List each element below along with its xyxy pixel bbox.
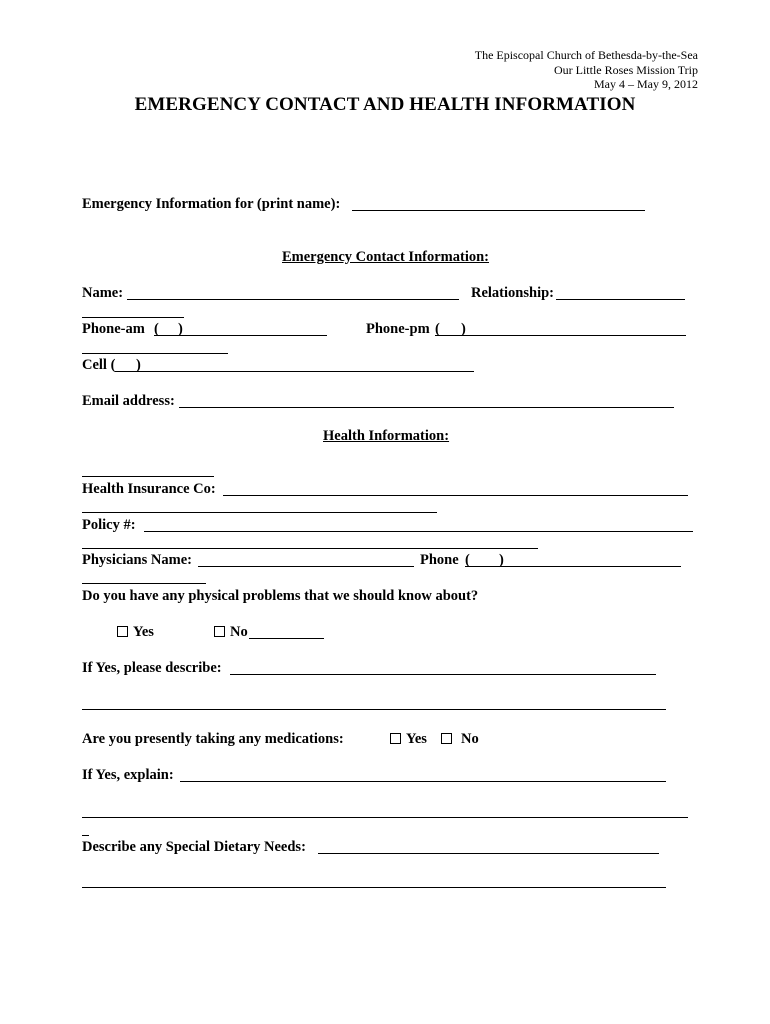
insurance-label: Health Insurance Co: (82, 481, 216, 497)
policy-field-wrap (82, 548, 538, 549)
insurance-field[interactable] (223, 495, 688, 496)
physician-phone-paren-close: ) (499, 552, 504, 568)
explain-field-wrap (82, 835, 89, 836)
phone-am-paren-open: ( (154, 321, 159, 337)
physician-label: Physicians Name: (82, 552, 192, 568)
medications-no-checkbox[interactable] (441, 733, 452, 744)
medications-no-label: No (461, 731, 479, 747)
medications-question: Are you presently taking any medications: (82, 731, 344, 747)
policy-field[interactable] (144, 531, 693, 532)
physician-phone-field-wrap (82, 583, 206, 584)
phone-am-label: Phone-am (82, 321, 145, 337)
policy-label: Policy #: (82, 517, 136, 533)
phone-pm-paren-close: ) (461, 321, 466, 337)
insurance-field-wrap (82, 512, 437, 513)
physician-phone-label: Phone (420, 552, 459, 568)
dietary-label: Describe any Special Dietary Needs: (82, 839, 306, 855)
cell-label: Cell ( (82, 357, 116, 373)
name-label: Name: (82, 285, 124, 301)
contact-name-field[interactable] (127, 299, 459, 300)
email-label: Email address: (82, 393, 175, 409)
describe-field[interactable] (230, 674, 656, 675)
print-name-field[interactable] (352, 210, 645, 211)
physician-phone-paren-open: ( (465, 552, 470, 568)
email-field[interactable] (179, 407, 674, 408)
dietary-field-line-2[interactable] (82, 887, 666, 888)
relationship-field[interactable] (556, 299, 685, 300)
trip-name: Our Little Roses Mission Trip (553, 62, 698, 77)
phone-pm-label: Phone-pm (366, 321, 430, 337)
physical-problems-no-line (249, 638, 324, 639)
describe-field-line-2[interactable] (82, 709, 666, 710)
relationship-label: Relationship: (471, 285, 554, 301)
physical-problems-question: Do you have any physical problems that we should know about? (82, 588, 479, 604)
print-name-label: Emergency Information for (print name): (82, 196, 341, 212)
emergency-contact-heading: Emergency Contact Information: (282, 249, 489, 265)
explain-field-line-2[interactable] (82, 817, 688, 818)
phone-pm-paren-open: ( (435, 321, 440, 337)
insurance-field-lead (82, 476, 214, 477)
phone-pm-field-wrap (82, 353, 228, 354)
medications-yes-label: Yes (406, 731, 427, 747)
health-info-heading: Health Information: (323, 428, 450, 444)
physician-name-field[interactable] (198, 566, 414, 567)
phone-am-paren-close: ) (178, 321, 183, 337)
phone-am-field[interactable] (154, 335, 327, 336)
describe-label: If Yes, please describe: (82, 660, 222, 676)
relationship-field-wrap (82, 317, 184, 318)
dietary-field[interactable] (318, 853, 659, 854)
physician-phone-field[interactable] (465, 566, 681, 567)
physical-problems-no-checkbox[interactable] (214, 626, 225, 637)
church-name: The Episcopal Church of Bethesda-by-the-Sea (474, 48, 698, 62)
medications-yes-checkbox[interactable] (390, 733, 401, 744)
document-header (475, 48, 698, 92)
physical-problems-yes-checkbox[interactable] (117, 626, 128, 637)
explain-label: If Yes, explain: (82, 767, 174, 783)
cell-paren-close: ) (136, 357, 141, 373)
physical-problems-yes-label: Yes (133, 624, 154, 640)
explain-field[interactable] (180, 781, 666, 782)
physical-problems-no-label: No (230, 624, 248, 640)
cell-field[interactable] (115, 371, 474, 372)
page-title: EMERGENCY CONTACT AND HEALTH INFORMATION (134, 94, 636, 115)
trip-dates: May 4 – May 9, 2012 (594, 77, 698, 91)
phone-pm-field[interactable] (435, 335, 686, 336)
